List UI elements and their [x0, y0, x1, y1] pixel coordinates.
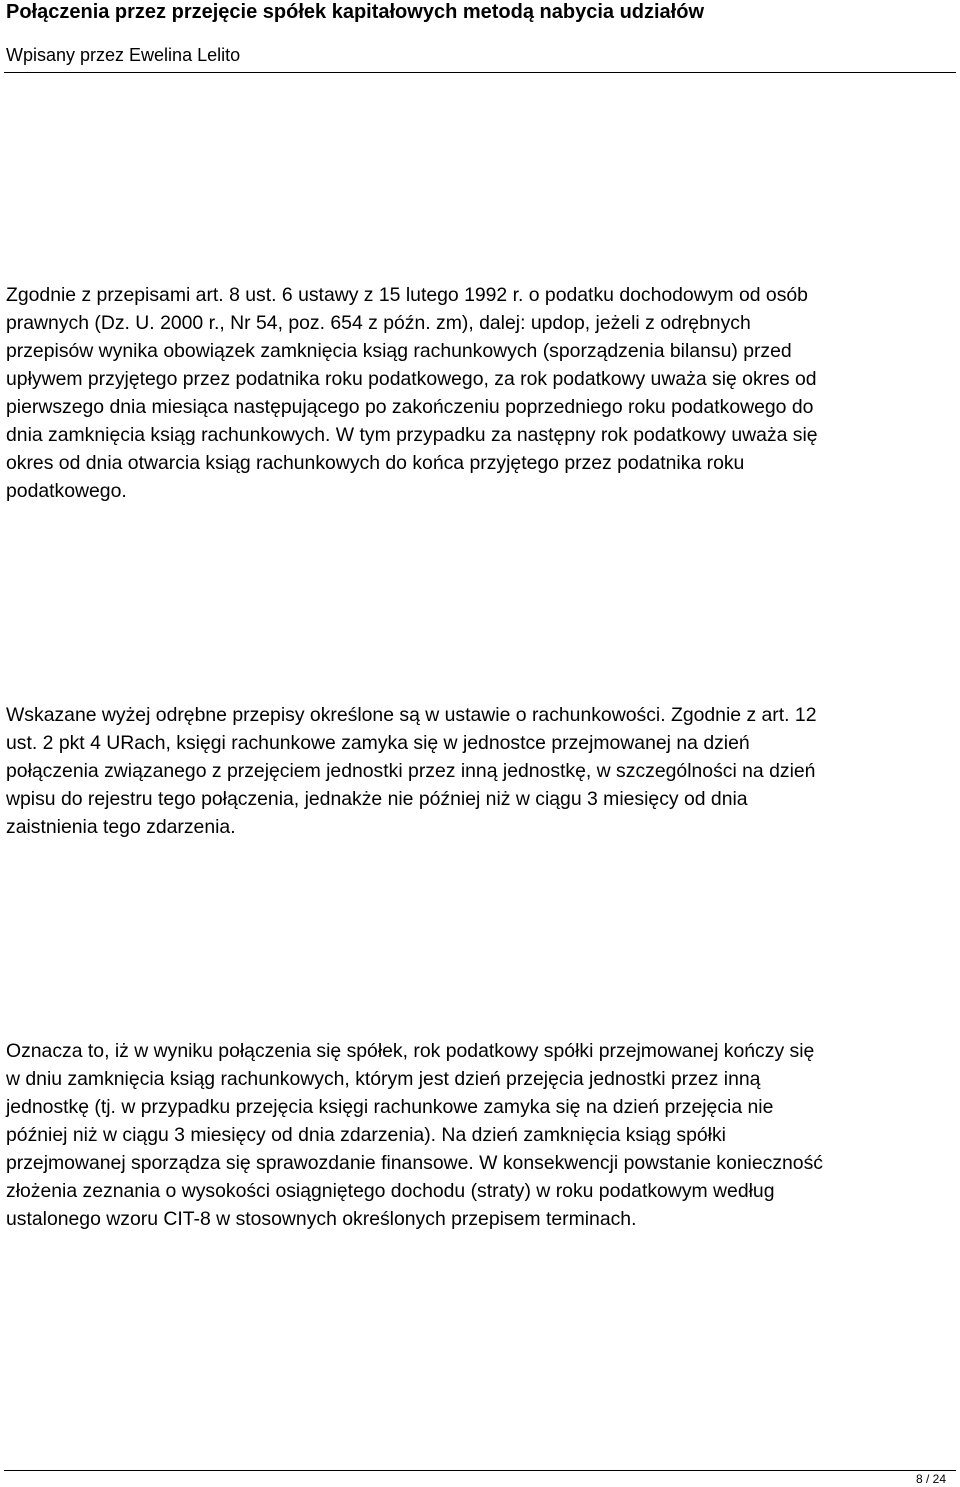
paragraph-line: przepisów wynika obowiązek zamknięcia ksiąg rachunkowych (sporządzenia bilansu) przed	[6, 340, 792, 362]
paragraph-line: w dniu zamknięcia ksiąg rachunkowych, którym jest dzień przejęcia jednostki przez inną	[6, 1068, 761, 1090]
footer-divider	[4, 1470, 956, 1471]
paragraph-line: pierwszego dnia miesiąca następującego po zakończeniu poprzedniego roku podatkowego do	[6, 396, 814, 418]
paragraph-line: jednostkę (tj. w przypadku przejęcia księgi rachunkowe zamyka się na dzień przejęcia nie	[6, 1096, 774, 1118]
document-title: Połączenia przez przejęcie spółek kapitałowych metodą nabycia udziałów	[6, 1, 705, 23]
paragraph-line: prawnych (Dz. U. 2000 r., Nr 54, poz. 654 z późn. zm), dalej: updop, jeżeli z odrębnych	[6, 312, 751, 334]
paragraph-line: ustalonego wzoru CIT-8 w stosownych określonych przepisem terminach.	[6, 1208, 637, 1230]
document-author: Wpisany przez Ewelina Lelito	[6, 45, 241, 65]
paragraph-line: połączenia związanego z przejęciem jednostki przez inną jednostkę, w szczególności na dzień	[6, 760, 816, 782]
paragraph-line: okres od dnia otwarcia ksiąg rachunkowych do końca przyjętego przez podatnika roku	[6, 452, 745, 474]
paragraph-line: Zgodnie z przepisami art. 8 ust. 6 ustawy z 15 lutego 1992 r. o podatku dochodowym od osób	[6, 284, 808, 306]
paragraph-line: złożenia zeznania o wysokości osiągniętego dochodu (straty) w roku podatkowym według	[6, 1180, 775, 1202]
paragraph-consequences	[6, 1037, 952, 1233]
paragraph-line: zaistnienia tego zdarzenia.	[6, 816, 236, 838]
header-divider	[4, 72, 956, 73]
paragraph-line: ust. 2 pkt 4 URach, księgi rachunkowe zamyka się w jednostce przejmowanej na dzień	[6, 732, 750, 754]
paragraph-line: podatkowego.	[6, 480, 127, 502]
paragraph-line: upływem przyjętego przez podatnika roku podatkowego, za rok podatkowy uważa się okres od	[6, 368, 817, 390]
paragraph-tax-year-rule	[6, 281, 952, 505]
paragraph-line: Wskazane wyżej odrębne przepisy określone są w ustawie o rachunkowości. Zgodnie z art. 12	[6, 704, 817, 726]
paragraph-line: wpisu do rejestru tego połączenia, jednakże nie później niż w ciągu 3 miesięcy od dnia	[6, 788, 748, 810]
page-number: 8 / 24	[915, 1472, 946, 1486]
paragraph-line: dnia zamknięcia ksiąg rachunkowych. W tym przypadku za następny rok podatkowy uważa się	[6, 424, 818, 446]
paragraph-line: Oznacza to, iż w wyniku połączenia się spółek, rok podatkowy spółki przejmowanej kończy się	[6, 1040, 815, 1062]
paragraph-accounting-act	[6, 701, 952, 841]
paragraph-line: później niż w ciągu 3 miesięcy od dnia zdarzenia). Na dzień zamknięcia ksiąg spółki	[6, 1124, 726, 1146]
paragraph-line: przejmowanej sporządza się sprawozdanie finansowe. W konsekwencji powstanie konieczność	[6, 1152, 823, 1174]
